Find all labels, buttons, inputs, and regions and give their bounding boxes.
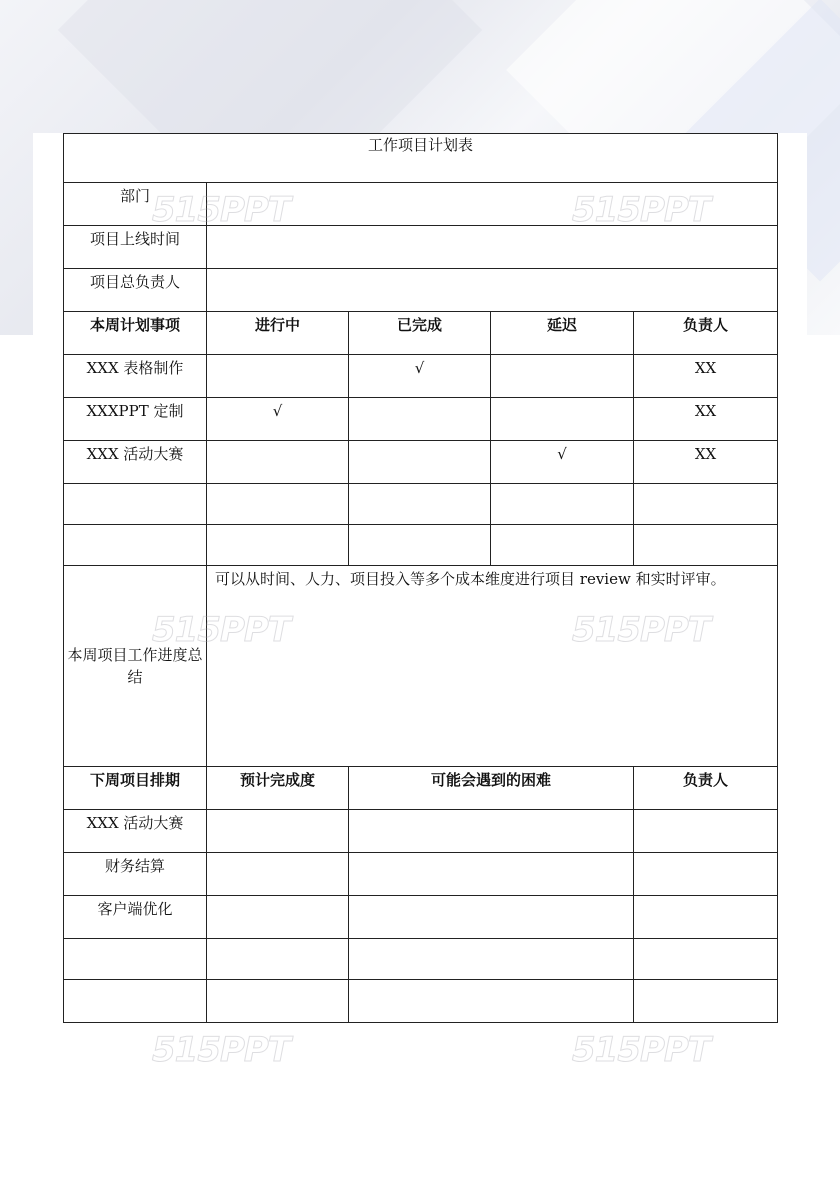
this-week-header-row (64, 312, 778, 355)
table-cell (634, 525, 778, 566)
table-cell: √ (207, 398, 349, 441)
table-cell (207, 810, 349, 853)
table-row (64, 853, 778, 896)
table-cell (349, 525, 491, 566)
info-label: 项目总负责人 (64, 269, 207, 312)
table-cell: √ (491, 441, 634, 484)
table-cell (349, 980, 634, 1023)
table-cell (207, 980, 349, 1023)
table-row (64, 484, 778, 525)
column-header: 已完成 (349, 312, 491, 355)
column-header: 进行中 (207, 312, 349, 355)
table-row (64, 810, 778, 853)
table-cell: XXX 活动大赛 (64, 810, 207, 853)
summary-label: 本周项目工作进度总结 (64, 566, 207, 767)
table-cell: 财务结算 (64, 853, 207, 896)
table-cell (349, 939, 634, 980)
table-cell: XX (634, 441, 778, 484)
table-cell (349, 484, 491, 525)
table-cell (634, 980, 778, 1023)
table-row (64, 441, 778, 484)
summary-text: 可以从时间、人力、项目投入等多个成本维度进行项目 review 和实时评审。 (207, 566, 778, 767)
table-cell (64, 980, 207, 1023)
table-cell (207, 853, 349, 896)
table-cell (207, 355, 349, 398)
table-row (64, 525, 778, 566)
table-cell (634, 810, 778, 853)
info-value (207, 269, 778, 312)
table-cell: XXX 活动大赛 (64, 441, 207, 484)
table-cell (207, 939, 349, 980)
info-label: 项目上线时间 (64, 226, 207, 269)
table-cell (207, 525, 349, 566)
info-value (207, 183, 778, 226)
table-cell (207, 896, 349, 939)
table-cell (634, 853, 778, 896)
table-cell: XXX 表格制作 (64, 355, 207, 398)
watermark: 515PPT (572, 1030, 711, 1070)
table-cell: XX (634, 398, 778, 441)
table-row (64, 939, 778, 980)
column-header: 负责人 (634, 767, 778, 810)
column-header: 预计完成度 (207, 767, 349, 810)
info-row (64, 183, 778, 226)
table-cell (491, 484, 634, 525)
table-cell (349, 810, 634, 853)
info-row (64, 269, 778, 312)
plan-table (63, 133, 778, 1023)
table-cell (64, 939, 207, 980)
table-cell: √ (349, 355, 491, 398)
table-cell (491, 355, 634, 398)
table-cell: XX (634, 355, 778, 398)
page-title: 工作项目计划表 (64, 134, 778, 183)
table-cell (207, 441, 349, 484)
info-row (64, 226, 778, 269)
table-cell (64, 484, 207, 525)
table-cell (491, 398, 634, 441)
next-week-header-row (64, 767, 778, 810)
column-header: 延迟 (491, 312, 634, 355)
column-header: 本周计划事项 (64, 312, 207, 355)
table-cell (349, 896, 634, 939)
table-cell (349, 398, 491, 441)
table-row (64, 896, 778, 939)
watermark: 515PPT (152, 1030, 291, 1070)
table-cell (207, 484, 349, 525)
table-cell (349, 441, 491, 484)
table-row (64, 980, 778, 1023)
plan-table-wrapper (63, 133, 778, 1023)
table-cell (634, 939, 778, 980)
column-header: 可能会遇到的困难 (349, 767, 634, 810)
info-label: 部门 (64, 183, 207, 226)
table-cell (491, 525, 634, 566)
table-cell: 客户端优化 (64, 896, 207, 939)
table-cell (349, 853, 634, 896)
summary-row (64, 566, 778, 767)
info-value (207, 226, 778, 269)
table-cell: XXXPPT 定制 (64, 398, 207, 441)
table-row (64, 398, 778, 441)
column-header: 负责人 (634, 312, 778, 355)
table-row (64, 355, 778, 398)
table-cell (634, 896, 778, 939)
column-header: 下周项目排期 (64, 767, 207, 810)
table-cell (64, 525, 207, 566)
table-cell (634, 484, 778, 525)
